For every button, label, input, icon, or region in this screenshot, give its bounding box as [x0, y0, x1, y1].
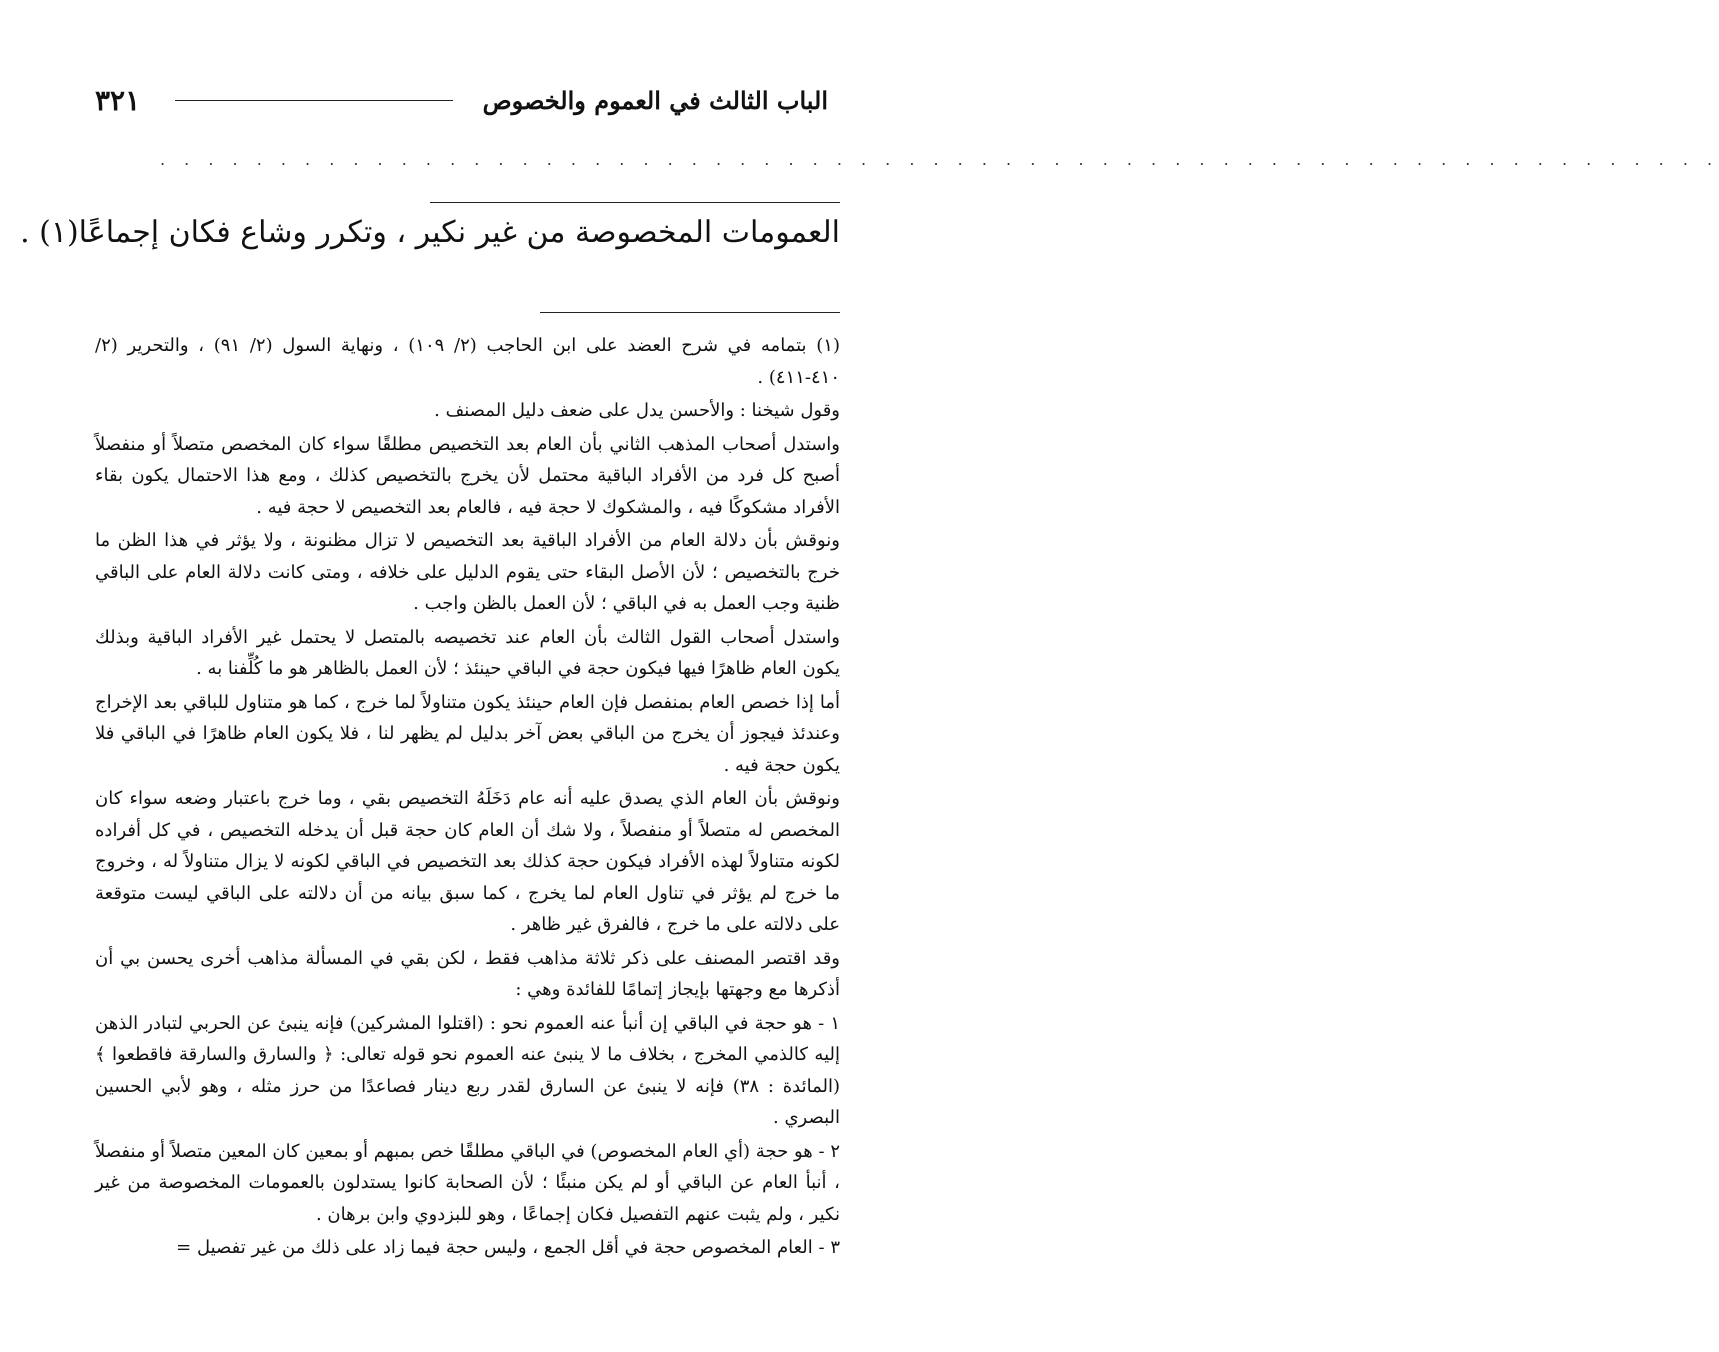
- footnote-rule: [540, 312, 840, 313]
- paragraph: ونوقش بأن دلالة العام من الأفراد الباقية بعد التخصيص لا تزال مظنونة ، ولا يؤثر في هذا الظن ما خرج بالتخصيص ؛ لأن الأصل البقاء حتى يقوم الدليل على خلافه ، ومتى كانت دلالة العام على الباقي ظنية وجب العمل به في الباقي ؛ لأن العمل بالظن واجب .: [95, 530, 840, 614]
- paragraph: ونوقش بأن العام الذي يصدق عليه أنه عام دَخَلَهُ التخصيص بقي ، وما خرج باعتبار وضعه سواء كان المخصص له متصلاً أو منفصلاً ، ولا شك أن العام كان حجة قبل أن يدخله التخصيص ، في كل أفراده لكونه متناولاً لهذه الأفراد فيكون حجة كذلك بعد التخصيص في الباقي لكونه لا يزال متناولاً له ، وخروج ما خرج لم يؤثر في تناول العام لما يخرج ، كما سبق بيانه من أن دلالته على الباقي ليست متوقعة على دلالته على ما خرج ، فالفرق غير ظاهر .: [95, 788, 840, 935]
- main-text: العمومات المخصوصة من غير نكير ، وتكرر وشاع فكان إجماعًا(١) .: [20, 215, 840, 250]
- paragraph: واستدل أصحاب المذهب الثاني بأن العام بعد التخصيص مطلقًا سواء كان المخصص متصلاً أو منفصلاً أصبح كل فرد من الأفراد الباقية محتمل لأن يخرج بالتخصيص كذلك ، ومع هذا الاحتمال يكون بقاء الأفراد مشكوكًا فيه ، والمشكوك لا حجة فيه ، فالعام بعد التخصيص لا حجة فيه .: [95, 433, 840, 518]
- section-rule: [430, 202, 840, 203]
- page-header: [95, 80, 828, 120]
- footnote-text: بتمامه في شرح العضد على ابن الحاجب (٢/ ١٠٩) ، ونهاية السول (٢/ ٩١) ، والتحرير (٢/ ٤١٠-٤١١) .: [95, 335, 840, 388]
- running-title: الباب الثالث في العموم والخصوص: [482, 85, 828, 115]
- footnote-body: [95, 330, 840, 1266]
- page-number: ٣٢١: [95, 83, 141, 117]
- paragraph: أما إذا خصص العام بمنفصل فإن العام حينئذ يكون متناولاً لما خرج ، كما هو متناول للباقي بعد الإخراج وعندئذ فيجوز أن يخرج من الباقي بعض آخر بدليل لم يظهر لنا ، فلا يكون العام ظاهرًا في الباقي فلا يكون حجة فيه .: [95, 691, 840, 776]
- footnote-number: (١): [816, 335, 840, 356]
- paragraph: وقد اقتصر المصنف على ذكر ثلاثة مذاهب فقط ، لكن بقي في المسألة مذاهب أخرى يحسن بي أن أذكرها مع وجهتها بإيجاز إتمامًا للفائدة وهي :: [95, 947, 840, 1000]
- paragraph: وقول شيخنا : والأحسن يدل على ضعف دليل المصنف .: [434, 400, 840, 421]
- footnote-1: [95, 330, 840, 393]
- list-item: ١ - هو حجة في الباقي إن أنبأ عنه العموم نحو : (اقتلوا المشركين) فإنه ينبئ عن الحربي لتبادر الذهن إليه كالذمي المخرج ، بخلاف ما لا ينبئ عنه العموم نحو قوله تعالى: ﴿ والسارق والسارقة فاقطعوا ﴾ (المائدة : ٣٨) فإنه لا ينبئ عن السارق لقدر ربع دينار فصاعدًا من حرز مثله ، وهو لأبي الحسين البصري .: [95, 1012, 840, 1128]
- header-rule: [175, 100, 453, 101]
- list-item: ٣ - العام المخصوص حجة في أقل الجمع ، وليس حجة فيما زاد على ذلك من غير تفصيل =: [176, 1237, 840, 1258]
- list-item: ٢ - هو حجة (أي العام المخصوص) في الباقي مطلقًا خص بمبهم أو بمعين كان المعين متصلاً أو منفصلاً ، أنبأ العام عن الباقي أو لم يكن منبئًا ؛ لأن الصحابة كانوا يستدلون بالعمومات المخصوصة من غير نكير ، ولم يثبت عنهم التفصيل فكان إجماعًا ، وهو للبزدوي وابن برهان .: [95, 1140, 840, 1225]
- dotted-separator: . . . . . . . . . . . . . . . . . . . . . . . . . . . . . . . . . . . . . . . . . . . . . . . . . . . . . . . . . . . . . . . . .: [160, 150, 1719, 169]
- paragraph: واستدل أصحاب القول الثالث بأن العام عند تخصيصه بالمتصل لا يحتمل غير الأفراد الباقية وبذلك يكون العام ظاهرًا فيها فيكون حجة في الباقي حينئذ ؛ لأن العمل بالظاهر هو ما كُلِّفنا به .: [95, 626, 840, 679]
